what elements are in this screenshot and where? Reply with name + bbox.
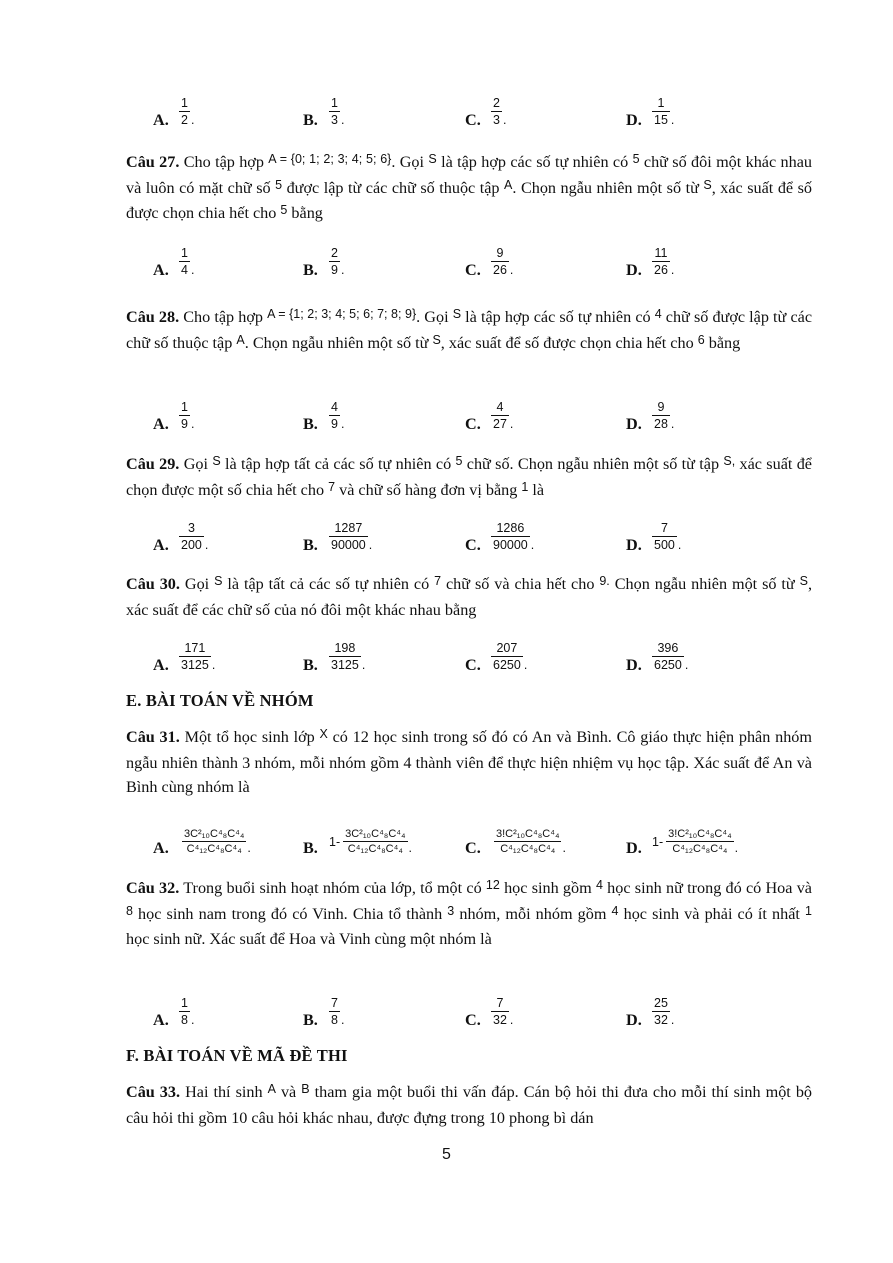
q30-options: A. $\frac{171}{3125}$ . B. $\frac{198}{3125}$ . C. $\frac{207}{6250}$ . D. $\frac{396}{6250}$ . [153,641,689,674]
question-29: Câu 29. Gọi $^S$ là tập hợp tất cả các số tự nhiên có $^5$ chữ số. Chọn ngẫu nhiên một số từ tập $^{S,}$ xác suất để chọn được một số chia hết cho $^7$ và chữ số hàng đơn vị bằng $^1$ là [126,454,812,499]
question-27: Câu 27. Cho tập hợp $^{A = \{0; 1; 2; 3; 4; 5; 6\}}$. Gọi $^S$ là tập hợp các số tự nhiên có $^5$ chữ số đôi một khác nhau và luôn có mặt chữ số $^5$ được lập từ các chữ số thuộc tập $^A$. Chọn ngẫu nhiên một số từ $^S$, xác suất để số được chọn chia hết cho $^5$ bằng [126,152,812,222]
q27-options: A. $\frac{1}{4}$ . B. $\frac{2}{9}$ . C. $\frac{9}{26}$ . D. $\frac{11}{26}$ . [153,246,675,279]
q29-options: A. $\frac{3}{200}$ . B. $\frac{1287}{90000}$ . C. $\frac{1286}{90000}$ . D. $\frac{7}{500}$ . [153,521,682,554]
question-28: Câu 28. Cho tập hợp $^{A = \{1; 2; 3; 4; 5; 6; 7; 8; 9\}}$. Gọi $^S$ là tập hợp các số tự nhiên có $^4$ chữ số được lập từ các chữ số thuộc tập $^A$. Chọn ngẫu nhiên một số từ $^S$, xác suất để số được chọn chia hết cho $^6$ bằng [126,307,812,352]
section-heading-e: E. BÀI TOÁN VỀ NHÓM [126,691,314,710]
question-31: Câu 31. Một tổ học sinh lớp $^X$ có 12 học sinh trong số đó có An và Bình. Cô giáo thực hiện phân nhóm ngẫu nhiên thành 3 nhóm, mỗi nhóm gồm 4 thành viên để thực hiện nhiệm vụ học tập. Xác suất để An và Bình cùng nhóm là [126,727,812,796]
q28-options: A. $\frac{1}{9}$ . B. $\frac{4}{9}$ . C. $\frac{4}{27}$ . D. $\frac{9}{28}$ . [153,400,675,433]
question-32: Câu 32. Trong buổi sinh hoạt nhóm của lớp, tổ một có $^{12}$ học sinh gồm $^4$ học sinh nữ trong đó có Hoa và $^8$ học sinh nam trong đó có Vinh. Chia tổ thành $^3$ nhóm, mỗi nhóm gồm $^4$ học sinh và phải có ít nhất $^1$ học sinh nữ. Xác suất để Hoa và Vinh cùng một nhóm là [126,878,812,948]
question-33: Câu 33. Hai thí sinh $^A$ và $^B$ tham gia một buổi thi vấn đáp. Cán bộ hỏi thi đưa cho mỗi thí sinh một bộ câu hỏi thi gồm 10 câu hỏi khác nhau, được đựng trong 10 phong bì dán [126,1082,813,1127]
q31-options: A. $\frac{\text{3C²₁₀C⁴₈C⁴₄}}{\text{C⁴₁₂C⁴₈C⁴₄}}$ . B. 1- $\frac{\text{3C²₁₀C⁴₈C⁴₄}}{\text{C⁴₁₂C⁴₈C⁴₄}}$ . C. $\frac{\text{3!C²₁₀C⁴₈C⁴₄}}{\text{C⁴₁₂C⁴₈C⁴₄}}$ . D. 1- $\frac{\text{3!C²₁₀C⁴₈C⁴₄}}{\text{C⁴₁₂C⁴₈C⁴₄}}$ . [153,828,739,857]
question-30: Câu 30. Gọi $^S$ là tập tất cả các số tự nhiên có $^7$ chữ số và chia hết cho $^{9.}$ Chọn ngẫu nhiên một số từ $^S$, xác suất để các chữ số của nó đôi một khác nhau bằng [126,574,812,619]
q26-options: A. $\frac{1}{2}$ . B. $\frac{1}{3}$ . C. $\frac{2}{3}$ . D. $\frac{1}{15}$ . [153,96,675,129]
page-number: 5 [442,1146,451,1163]
section-heading-f: F. BÀI TOÁN VỀ MÃ ĐỀ THI [126,1046,348,1065]
q32-options: A. $\frac{1}{8}$ . B. $\frac{7}{8}$ . C. $\frac{7}{32}$ . D. $\frac{25}{32}$ . [153,996,675,1029]
